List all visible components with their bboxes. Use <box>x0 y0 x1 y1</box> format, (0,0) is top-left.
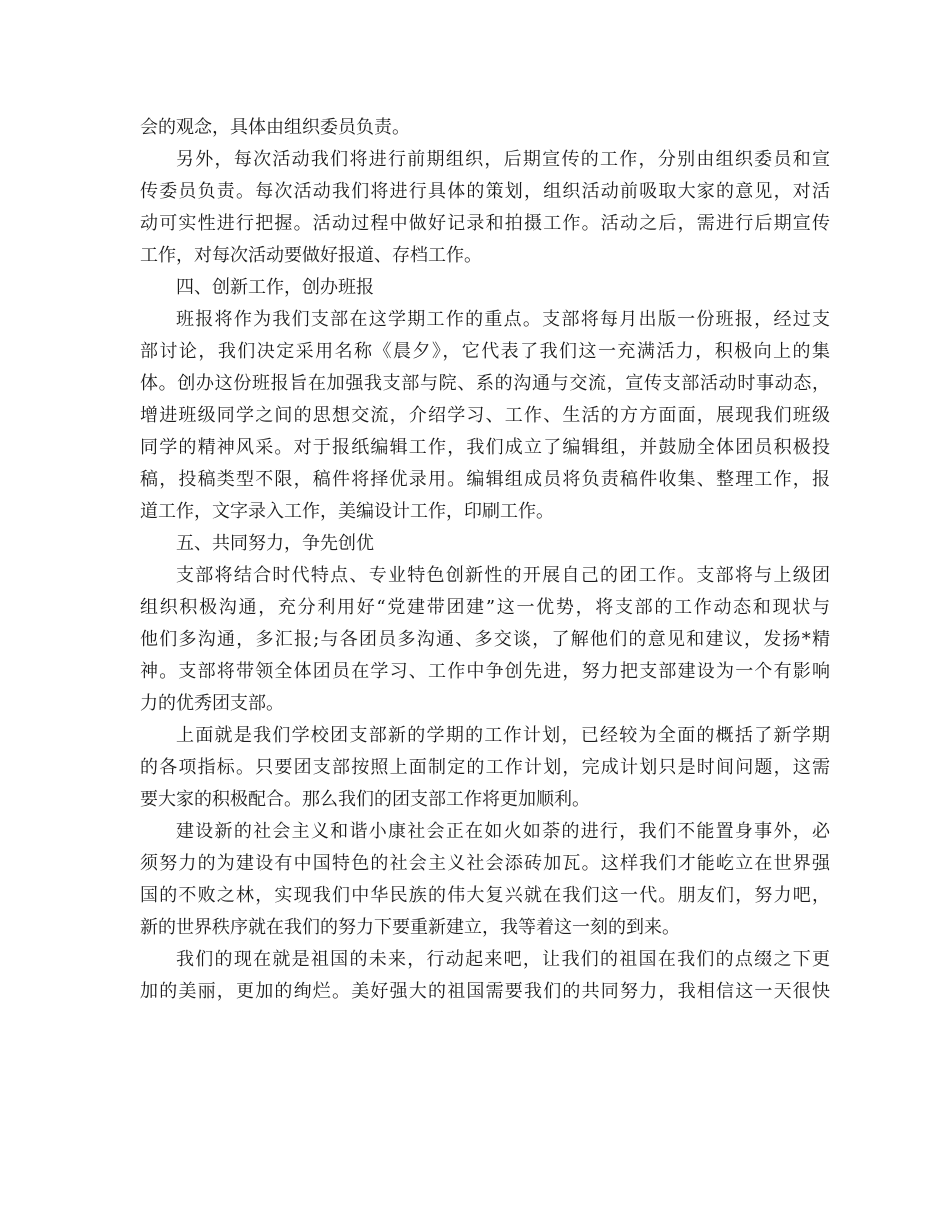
text-line: 的各项指标。只要团支部按照上面制定的工作计划，完成计划只是时间问题，这需 <box>140 757 830 778</box>
text-line: 组织积极沟通，充分利用好“党建带团建”这一优势，将支部的工作动态和现状与 <box>140 597 830 618</box>
text-line: 动可实性进行把握。活动过程中做好记录和拍摄工作。活动之后，需进行后期宣传 <box>140 213 830 234</box>
section-heading: 四、创新工作，创办班报 <box>176 277 374 298</box>
body-text <box>140 112 830 1008</box>
text-line: 须努力的为建设有中国特色的社会主义社会添砖加瓦。这样我们才能屹立在世界强 <box>140 853 830 874</box>
section-heading: 五、共同努力，争先创优 <box>176 533 374 554</box>
text-line: 班报将作为我们支部在这学期工作的重点。支部将每月出版一份班报，经过支 <box>176 309 830 330</box>
text-line: 稿，投稿类型不限，稿件将择优录用。编辑组成员将负责稿件收集、整理工作，报 <box>140 469 830 490</box>
text-line: 神。支部将带领全体团员在学习、工作中争创先进，努力把支部建设为一个有影响 <box>140 661 830 682</box>
text-line: 他们多沟通，多汇报;与各团员多沟通、多交谈，了解他们的意见和建议，发扬*精 <box>140 629 830 650</box>
text-line: 道工作，文字录入工作，美编设计工作，印刷工作。 <box>140 501 554 522</box>
text-line: 支部将结合时代特点、专业特色创新性的开展自己的团工作。支部将与上级团 <box>176 565 830 586</box>
text-line: 部讨论，我们决定采用名称《晨夕》，它代表了我们这一充满活力，积极向上的集 <box>140 341 830 362</box>
text-line: 上面就是我们学校团支部新的学期的工作计划，已经较为全面的概括了新学期 <box>176 725 830 746</box>
text-line: 另外，每次活动我们将进行前期组织，后期宣传的工作，分别由组织委员和宣 <box>176 149 830 170</box>
text-line: 同学的精神风采。对于报纸编辑工作，我们成立了编辑组，并鼓励全体团员积极投 <box>140 437 830 458</box>
text-line: 工作，对每次活动要做好报道、存档工作。 <box>140 245 482 266</box>
text-line: 力的优秀团支部。 <box>140 693 284 714</box>
text-line: 传委员负责。每次活动我们将进行具体的策划，组织活动前吸取大家的意见，对活 <box>140 181 830 202</box>
text-line: 增进班级同学之间的思想交流，介绍学习、工作、生活的方方面面，展现我们班级 <box>140 405 830 426</box>
text-line: 建设新的社会主义和谐小康社会正在如火如荼的进行，我们不能置身事外，必 <box>176 821 830 842</box>
text-line: 体。创办这份班报旨在加强我支部与院、系的沟通与交流，宣传支部活动时事动态， <box>140 373 830 394</box>
text-line: 加的美丽，更加的绚烂。美好强大的祖国需要我们的共同努力，我相信这一天很快 <box>140 981 830 1002</box>
text-line: 新的世界秩序就在我们的努力下要重新建立，我等着这一刻的到来。 <box>140 917 680 938</box>
text-line: 会的观念，具体由组织委员负责。 <box>140 117 410 138</box>
text-line: 要大家的积极配合。那么我们的团支部工作将更加顺利。 <box>140 789 590 810</box>
text-line: 国的不败之林，实现我们中华民族的伟大复兴就在我们这一代。朋友们，努力吧， <box>140 885 830 906</box>
text-line: 我们的现在就是祖国的未来，行动起来吧，让我们的祖国在我们的点缀之下更 <box>176 949 830 970</box>
